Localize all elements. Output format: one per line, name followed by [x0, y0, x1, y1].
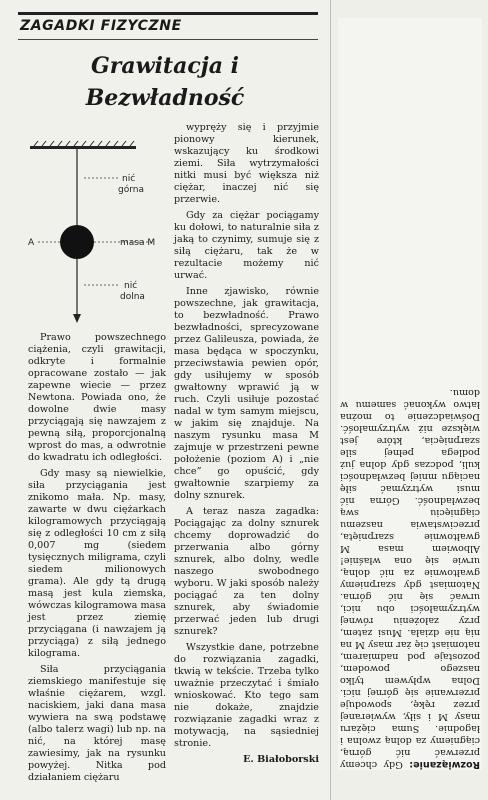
down-arrow-icon: [73, 314, 81, 323]
mass-label: masa M: [120, 238, 156, 248]
text-column-2: [174, 122, 319, 766]
title-line-1: Grawitacja i: [91, 53, 239, 79]
paragraph: wypręży się i przyjmie pionowy kierunek, wskazujący ku środkowi ziemi. Siła wytrzymałości nitki musi być większa niż ciężar, inaczej nić się przerwie.: [174, 122, 319, 205]
solution-body: Gdy chcemy przerwać nić górną, ciągniemy za dolną zwolna i łagodnie. Suma ciężaru masy M i siły, wywieranej przez rękę, spowoduje przerwanie się górnej nici. Dolna wpływem tylko naszego powodem, pozostaje pod nadmiarem, natomiast cię żar masy M na nią nie działa. Musi zatem, przy założeniu równej wytrzymałości obu nici, urwać się nić górna. Natomiast gdy szarpniemy gwałtownie za nić dolną, urwie się ona właśnie! Albowiem masa M gwałtownie szarpnięta, przeciwstawia naszemu ciągnięciu swą bezwładność. Górna nić musi wytrzymać siłę naciągu mniej bezwładności kuli, podczas gdy dolna już podlega pełnej sile szarpnięcia, które jest większe niż wytrzymałość. Doświadczenie to można łatwo wykonać samemu w domu.: [340, 387, 480, 770]
top-string-label-1: nić: [122, 174, 136, 184]
solution-panel: [338, 18, 482, 770]
point-a-label: A: [28, 238, 35, 248]
pendulum-diagram: [22, 140, 172, 330]
bottom-string-label-1: nić: [124, 281, 138, 291]
top-string-label-2: górna: [118, 185, 144, 195]
ceiling-bar: [30, 141, 136, 149]
solution-text-rotated: [338, 18, 482, 770]
text-column-1: [28, 332, 166, 788]
bottom-string-label-2: dolna: [120, 292, 145, 302]
paragraph: Prawo powszechnego ciążenia, czyli grawitacji, odkryte i formalnie opracowane zostało — jak zapewne wiecie — przez Newtona. Powiada ono, że dowolne dwie masy przyciągają się nawzajem z pewną siłą, proporcjonalną wprost do mas, a odwrotnie do kwadratu ich odległości.: [28, 332, 166, 463]
article-title: [20, 50, 310, 114]
solution-paragraph: [338, 386, 482, 770]
title-line-2: Bezwładność: [85, 85, 245, 111]
paragraph: Siła przyciągania ziemskiego manifestuje się właśnie ciężarem, wzgl. naciskiem, jaki dana masa wywiera na swą podstawę (albo talerz wagi) lub np. na nić, na której masę zawiesimy, jak na rysunku powyżej. Nitka pod działaniem ciężaru: [28, 664, 166, 783]
mass-ball: [60, 225, 94, 259]
section-header: [18, 12, 318, 40]
paragraph: A teraz nasza zagadka: Pociągając za dolny sznurek chcemy doprowadzić do przerwania albo górny sznurek, albo dolny, wedle naszego swobodnego wyboru. W jaki sposób należy pociągać za ten dolny sznurek, aby świadomie przerwać jeden lub drugi sznurek?: [174, 506, 319, 637]
paragraph: Gdy masy są niewielkie, siła przyciągania jest znikomo mała. Np. masy, zawarte w dwu ciężarkach kilogramowych przyciągają się z odległości 10 cm z siłą 0,007 mg (siedem tysięcznych miligrama, czyli siedem milionowych grama). Ale gdy tą drugą masą jest kula ziemska, wówczas kilogramowa masa jest przez ziemię przyciągana (i nawzajem ją przyciąga) z siłą jednego kilograma.: [28, 468, 166, 659]
solution-heading: Rozwiązanie:: [409, 759, 480, 770]
paragraph: Inne zjawisko, równie powszechne, jak grawitacja, to bezwładność. Prawo bezwładności, sprecyzowane przez Galileusza, powiada, że masa będąca w spoczynku, przeciwstawia pewien opór, gdy usiłujemy w sposób gwałtowny wprawić ją w ruch. Czyli usiłuje pozostać nadal w tym samym miejscu, w jakim się znajduje. Na naszym rysunku masa M zajmuje w przestrzeni pewne położenie (poziom A) i „nie chce” go opuścić, gdy gwałtownie szarpiemy za dolny sznurek.: [174, 286, 319, 501]
author-line: [174, 754, 319, 766]
section-label: ZAGADKI FIZYCZNE: [20, 18, 182, 34]
paragraph: Wszystkie dane, potrzebne do rozwiązania zagadki, tkwią w tekście. Trzeba tylko uważnie przeczytać i śmiało wnioskować. Kto tego sam nie dokaże, znajdzie rozwiązanie zagadki wraz z motywacją, na sąsiedniej stronie.: [174, 642, 319, 749]
author-signature: E. Białoborski: [243, 754, 319, 765]
paragraph: Gdy za ciężar pociągamy ku dołowi, to naturalnie siła z jaką to czynimy, sumuje się z siłą ciężaru, tak że w rezultacie możemy nić urwać.: [174, 210, 319, 281]
